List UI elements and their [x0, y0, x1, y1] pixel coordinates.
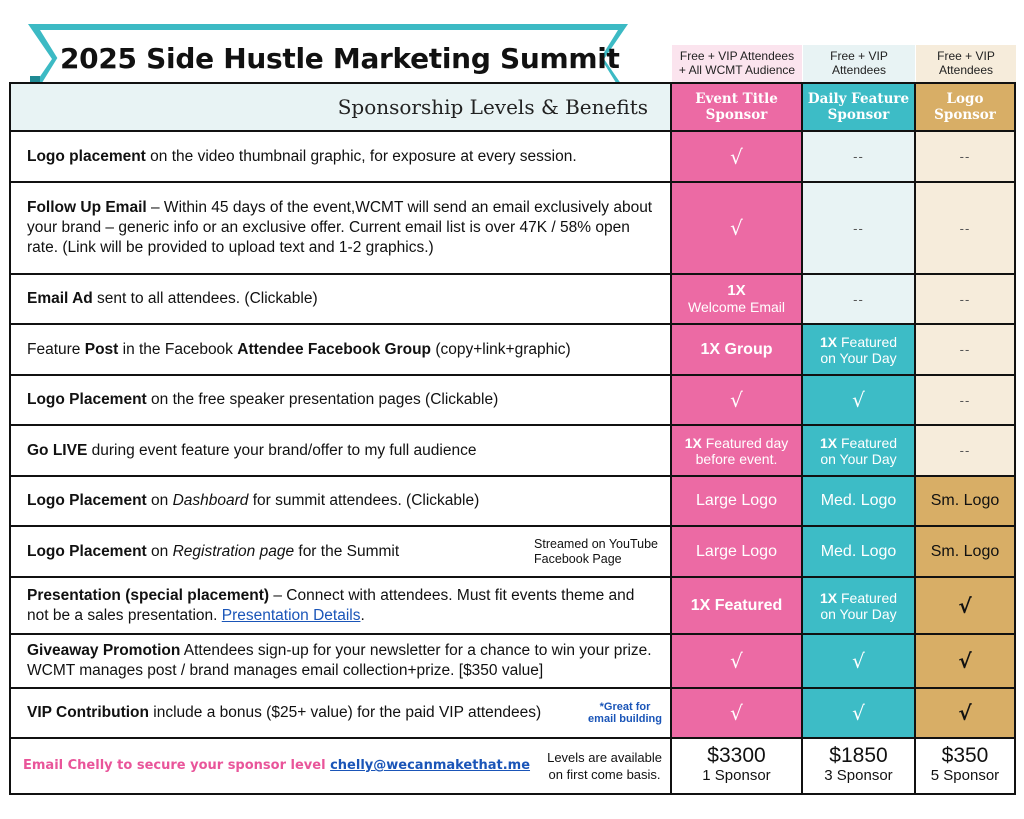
value-daily-sponsor — [803, 635, 916, 687]
value-title-sponsor — [672, 132, 803, 181]
check-icon: √ — [730, 216, 743, 240]
price-title-sponsor — [672, 739, 803, 793]
benefit-lead: Presentation (special placement) — [27, 586, 270, 604]
value-logo-sponsor — [916, 275, 1014, 323]
check-icon: √ — [730, 701, 743, 725]
tier-label: Event Title Sponsor — [695, 91, 778, 123]
benefit-italic: Registration page — [172, 542, 295, 560]
value-detail: Welcome Email — [688, 299, 785, 315]
benefit-text: on the free speaker presentation pages (Clickable) — [146, 391, 499, 408]
value-daily-sponsor — [803, 578, 916, 633]
dash-icon: -- — [959, 149, 971, 164]
value-title-sponsor — [672, 376, 803, 424]
check-icon: √ — [958, 593, 972, 618]
benefit-text-2: . — [360, 606, 365, 624]
benefit-description — [11, 635, 672, 687]
tier-title-sponsor — [672, 84, 803, 130]
audience-text: Free + VIP Attendees + All WCMT Audience — [678, 49, 796, 77]
value-daily-sponsor — [803, 275, 916, 323]
check-icon: √ — [958, 649, 972, 673]
page-title: 2025 Side Hustle Marketing Summit — [60, 42, 620, 75]
benefit-text: on the video thumbnail graphic, for exposure at every session. — [145, 147, 577, 165]
check-icon: √ — [730, 388, 743, 412]
value-text: 1X Group — [700, 340, 773, 358]
value-logo-sponsor — [916, 132, 1014, 181]
value-logo-sponsor — [916, 183, 1014, 273]
value-daily-sponsor — [803, 183, 916, 273]
value-detail: Featured — [837, 434, 898, 451]
benefit-lead: Follow Up Email — [27, 199, 147, 216]
benefit-description — [11, 578, 672, 633]
value-daily-sponsor — [803, 477, 916, 525]
benefit-text: Attendees sign-up for your newsletter for a chance to win your prize. WCMT manages post / brand manages email collection+prize. [$350 value] — [27, 642, 652, 679]
table-row — [11, 578, 1014, 635]
check-icon: √ — [730, 144, 743, 169]
table-row — [11, 426, 1014, 477]
price: $1850 — [829, 744, 888, 767]
value-title-sponsor — [672, 426, 803, 475]
benefit-lead: Email Ad — [27, 290, 93, 307]
tier-label: Logo Sponsor — [934, 91, 996, 123]
value-logo-sponsor — [916, 527, 1014, 576]
price: $3300 — [707, 744, 766, 767]
value-logo-sponsor — [916, 376, 1014, 424]
value-daily-sponsor — [803, 426, 916, 475]
benefit-lead-2: Attendee Facebook Group — [237, 340, 432, 358]
value-daily-sponsor — [803, 132, 916, 181]
dash-icon: -- — [853, 149, 864, 164]
benefit-lead: VIP Contribution — [27, 704, 149, 721]
benefit-description — [11, 527, 672, 576]
table-row — [11, 275, 1014, 325]
benefit-text: on — [146, 492, 173, 509]
benefit-description — [11, 275, 672, 323]
price: $350 — [941, 744, 989, 767]
logo-size: Large Logo — [696, 542, 777, 560]
value-title-sponsor — [672, 527, 803, 576]
benefit-description — [11, 132, 672, 181]
value-title-sponsor — [672, 635, 803, 687]
benefit-lead: Logo placement — [27, 147, 146, 165]
streamed-note: Streamed on YouTube Facebook Page — [534, 536, 658, 566]
benefit-lead: Go LIVE — [27, 441, 88, 459]
value-count: 1X — [819, 333, 838, 350]
logo-size: Large Logo — [696, 492, 777, 509]
value-logo-sponsor — [916, 426, 1014, 475]
table-header-row — [11, 84, 1014, 132]
benefit-text: – Connect with attendees. Must fit events theme and not be a sales presentation. — [27, 586, 635, 624]
price-logo-sponsor — [916, 739, 1014, 793]
benefit-text: sent to all attendees. (Clickable) — [92, 290, 318, 307]
benefit-lead: Logo Placement — [27, 542, 147, 560]
benefit-description — [11, 183, 672, 273]
audience-daily-sponsor — [803, 45, 915, 82]
benefit-text: – Within 45 days of the event,WCMT will send an email exclusively about your brand – generic info or an exclusive offer. Current email list is over 47K / 58% open rate. (Link will be provided to upload text and 1-2 graphics.) — [27, 199, 653, 256]
value-title-sponsor — [672, 578, 803, 633]
value-logo-sponsor — [916, 578, 1014, 633]
benefit-description — [11, 376, 672, 424]
table-row — [11, 689, 1014, 739]
dash-icon: -- — [959, 342, 971, 357]
benefit-lead: Giveaway Promotion — [27, 642, 181, 659]
check-icon: √ — [730, 649, 743, 673]
value-title-sponsor — [672, 689, 803, 737]
value-daily-sponsor — [803, 376, 916, 424]
dash-icon: -- — [959, 443, 971, 458]
sponsor-count: 5 Sponsor — [930, 767, 1000, 784]
presentation-details-link[interactable]: Presentation Details — [221, 606, 361, 624]
value-detail: Featured — [837, 589, 898, 606]
benefit-text-2: for the Summit — [294, 542, 400, 560]
value-title-sponsor — [672, 325, 803, 374]
audience-title-sponsor — [672, 45, 802, 82]
benefit-description — [11, 689, 672, 737]
tier-daily-feature-sponsor — [803, 84, 916, 130]
value-count: 1X — [819, 434, 838, 451]
audience-text: Free + VIP Attendees — [937, 49, 995, 77]
logo-size: Med. Logo — [820, 542, 897, 560]
benefit-lead: Logo Placement — [27, 492, 147, 509]
value-logo-sponsor — [916, 689, 1014, 737]
value-daily-sponsor — [803, 325, 916, 374]
dash-icon: -- — [959, 392, 971, 408]
value-logo-sponsor — [916, 477, 1014, 525]
logo-size: Sm. Logo — [930, 492, 1000, 509]
table-row — [11, 183, 1014, 275]
benefit-lead: Logo Placement — [27, 391, 147, 408]
dash-icon: -- — [853, 291, 864, 307]
sponsor-count: 3 Sponsor — [824, 767, 893, 784]
value-title-sponsor — [672, 183, 803, 273]
table-row — [11, 635, 1014, 689]
check-icon: √ — [958, 701, 972, 725]
benefit-text: (copy+link+graphic) — [431, 340, 571, 358]
value-daily-sponsor — [803, 527, 916, 576]
benefit-description — [11, 426, 672, 475]
audience-text: Free + VIP Attendees — [830, 49, 888, 77]
value-detail-sub: on Your Day — [820, 605, 897, 622]
tier-logo-sponsor — [916, 84, 1014, 130]
header-label: Sponsorship Levels & Benefits — [11, 84, 672, 130]
table-row — [11, 527, 1014, 578]
value-detail-sub: on Your Day — [820, 450, 897, 467]
contact-cell — [11, 739, 672, 793]
table-row — [11, 132, 1014, 183]
value-detail: Featured — [837, 333, 898, 350]
pricing-row — [11, 739, 1014, 793]
benefit-description — [11, 477, 672, 525]
audience-logo-sponsor — [916, 45, 1016, 82]
benefit-pre: Feature — [27, 340, 85, 358]
value-title-sponsor — [672, 477, 803, 525]
value-text: 1X Featured — [690, 596, 783, 614]
benefit-text: during event feature your brand/offer to my full audience — [87, 441, 477, 459]
table-row — [11, 477, 1014, 527]
price-daily-sponsor — [803, 739, 916, 793]
value-title-sponsor — [672, 275, 803, 323]
sponsor-count: 1 Sponsor — [702, 767, 771, 784]
check-icon: √ — [852, 649, 865, 673]
value-detail: Featured day — [701, 434, 789, 451]
check-icon: √ — [852, 388, 865, 412]
value-logo-sponsor — [916, 325, 1014, 374]
value-daily-sponsor — [803, 689, 916, 737]
benefit-description — [11, 325, 672, 374]
value-count: 1X — [819, 589, 838, 606]
benefit-text: include a bonus ($25+ value) for the paid VIP attendees) — [148, 704, 542, 721]
value-count: 1X — [727, 282, 746, 299]
logo-size: Sm. Logo — [930, 542, 1000, 560]
dash-icon: -- — [959, 291, 971, 307]
dash-icon: -- — [853, 220, 864, 236]
benefit-mid: in the Facebook — [118, 340, 238, 358]
availability-note: Levels are available on first come basis. — [547, 750, 662, 782]
table-row — [11, 376, 1014, 426]
value-detail-sub: on Your Day — [820, 349, 897, 366]
table-row — [11, 325, 1014, 376]
logo-size: Med. Logo — [820, 492, 897, 509]
sponsorship-table — [9, 82, 1016, 795]
dash-icon: -- — [959, 220, 971, 236]
contact-text: Email Chelly to secure your sponsor level — [23, 758, 331, 773]
benefit-text: on — [146, 542, 173, 560]
tier-label: Daily Feature Sponsor — [807, 91, 910, 123]
benefit-italic: Dashboard — [172, 492, 249, 509]
benefit-lead: Post — [84, 340, 119, 358]
benefit-text-2: for summit attendees. (Clickable) — [248, 492, 480, 509]
value-detail-sub: before event. — [695, 450, 778, 467]
value-count: 1X — [684, 434, 702, 451]
contact-email-link[interactable]: chelly@wecanmakethat.me — [330, 758, 531, 773]
email-building-note: *Great for email building — [588, 701, 662, 725]
value-logo-sponsor — [916, 635, 1014, 687]
check-icon: √ — [852, 701, 865, 725]
